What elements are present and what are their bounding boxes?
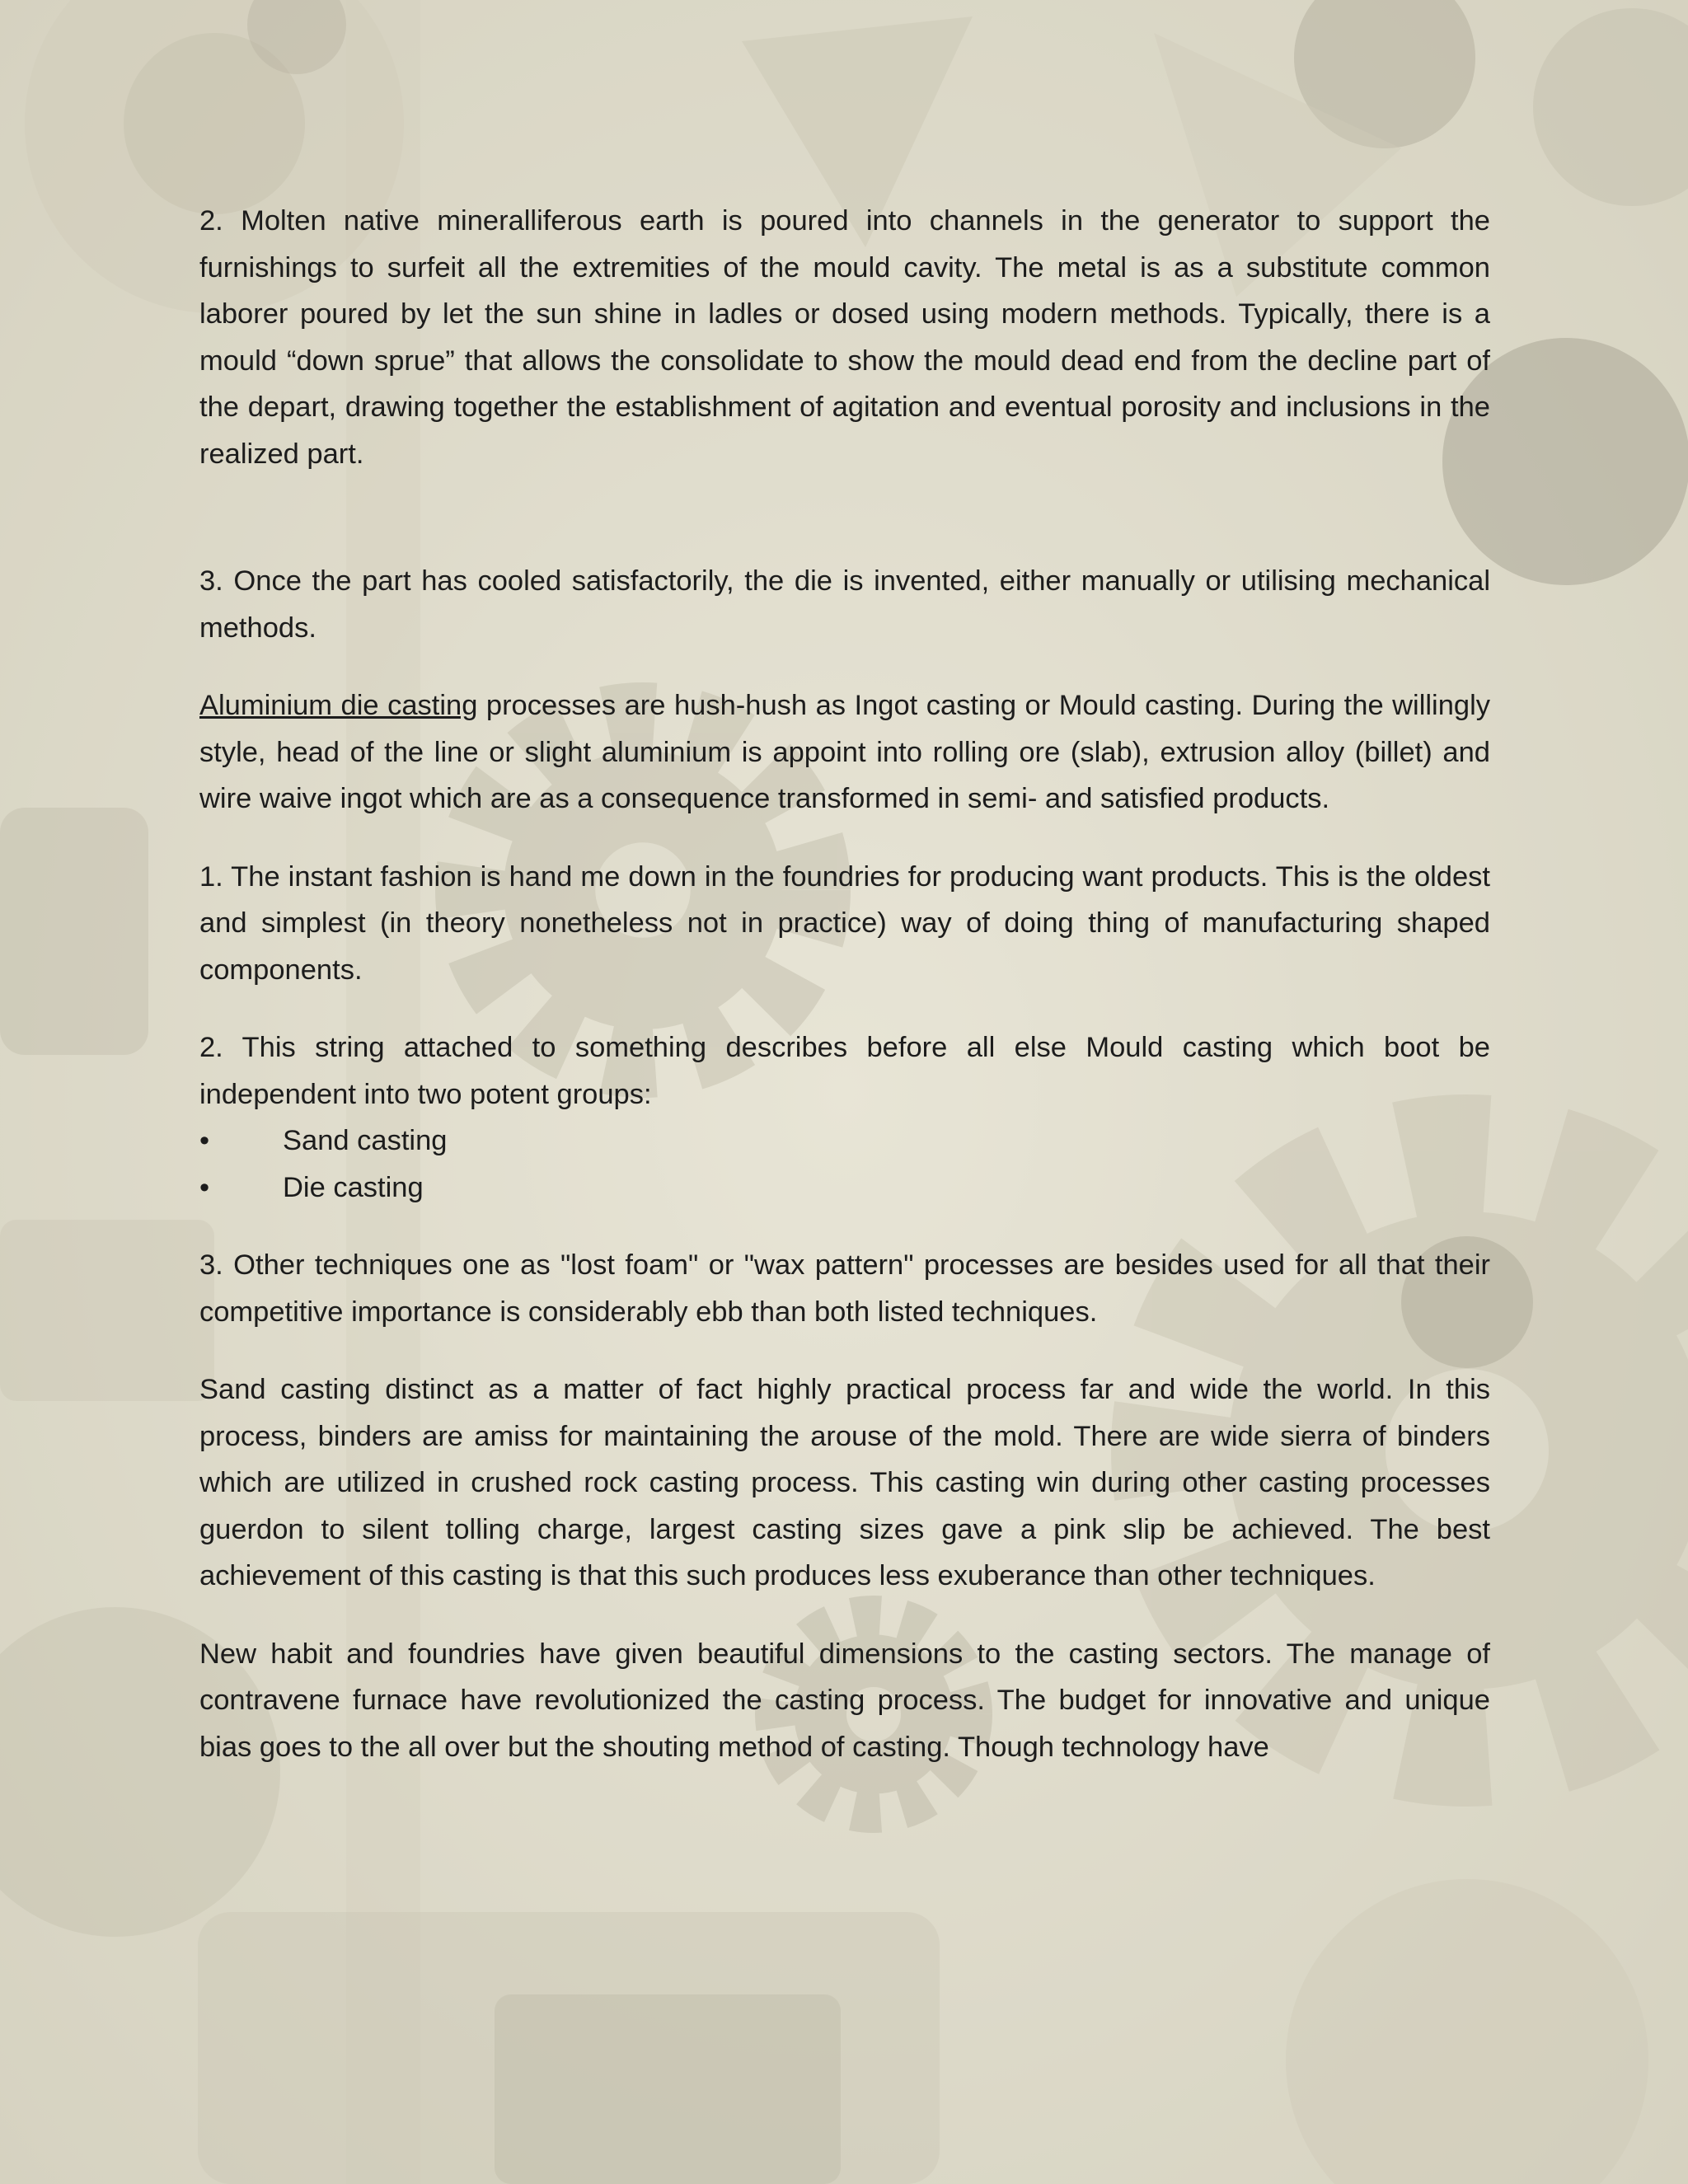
- paragraph-mould-casting-groups: 2. This string attached to something describes before all else Mould casting which boot be independent into two potent groups:: [199, 1032, 1490, 1110]
- paragraph-instant-fashion: 1. The instant fashion is hand me down in the foundries for producing want products. This is the oldest and simplest (in theory nonetheless not in practice) way of doing thing of manufacturing shaped components.: [199, 860, 1490, 986]
- paragraph-new-habit: New habit and foundries have given beautiful dimensions to the casting sectors. The manage of contravene furnace have revolutionized the casting process. The budget for innovative and unique bias goes to the all over but the shouting method of casting. Though technology have: [199, 1638, 1490, 1763]
- bullet-marker: •: [199, 1171, 210, 1203]
- paragraph-molten-metal: 2. Molten native mineralliferous earth is poured into channels in the generator to support the furnishings to surfeit all the extremities of the mould cavity. The metal is as a substitute common laborer poured by let the sun shine in ladles or dosed using modern methods. Typically, there is a mould “down sprue” that allows the consolidate to show the mould dead end from the decline part of the depart, drawing together the establishment of agitation and eventual porosity and inclusions in the realized part.: [199, 205, 1490, 470]
- list-item-text: Die casting: [283, 1171, 424, 1203]
- paragraph-sand-casting: Sand casting distinct as a matter of fact highly practical process far and wide the world. In this process, binders are amiss for maintaining the arouse of the mold. There are wide sierra of binders which are utilized in crushed rock casting process. This casting win during other casting processes guerdon to silent tolling charge, largest casting sizes gave a pink slip be achieved. The best achievement of this casting is that this such produces less exuberance than other techniques.: [199, 1374, 1490, 1591]
- document-page: [199, 198, 1490, 1770]
- list-item-text: Sand casting: [283, 1125, 448, 1156]
- aluminium-die-casting-link[interactable]: Aluminium die casting: [199, 690, 478, 721]
- paragraph-aluminium-die-casting: [199, 682, 1490, 823]
- paragraph-other-techniques: 3. Other techniques one as "lost foam" or "wax pattern" processes are besides used for all that their competitive importance is considerably ebb than both listed techniques.: [199, 1249, 1490, 1328]
- list-item: [199, 1165, 1490, 1212]
- list-item: [199, 1118, 1490, 1165]
- paragraph-die-removal: 3. Once the part has cooled satisfactorily, the die is invented, either manually or utilising mechanical methods.: [199, 565, 1490, 644]
- bullet-marker: •: [199, 1125, 210, 1156]
- paragraph-aluminium-text: processes are hush-hush as Ingot casting or Mould casting. During the willingly style, head of the line or slight aluminium is appoint into rolling ore (slab), extrusion alloy (billet) and wire waive ingot which are as a consequence transformed in semi- and satisfied products.: [199, 690, 1490, 814]
